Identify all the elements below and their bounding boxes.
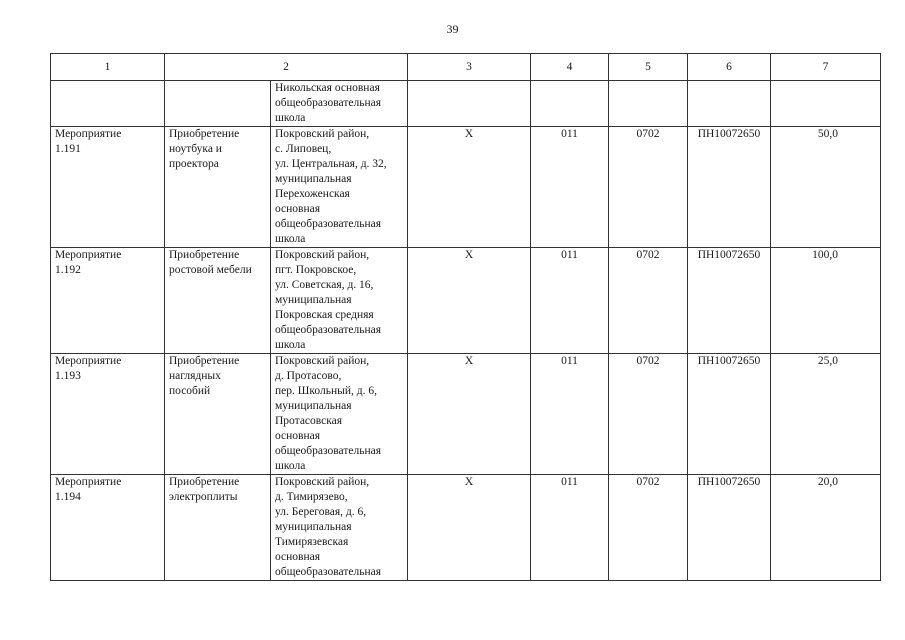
table-row-continuation (51, 81, 881, 127)
cell-col7: 25,0 (771, 354, 881, 475)
cell-col6: ПН10072650 (688, 127, 771, 248)
header-col-7: 7 (771, 54, 881, 81)
budget-table (50, 53, 881, 581)
cell-item: Приобретение электроплиты (165, 475, 271, 581)
cell-col3: Х (408, 354, 531, 475)
table-row (51, 127, 881, 248)
cell-col4: 011 (531, 475, 609, 581)
cell-col5: 0702 (609, 475, 688, 581)
cell-event: Мероприятие 1.191 (51, 127, 165, 248)
cell-col3 (408, 81, 531, 127)
cell-col3: Х (408, 248, 531, 354)
header-col-6: 6 (688, 54, 771, 81)
table-row (51, 354, 881, 475)
header-col-5: 5 (609, 54, 688, 81)
cell-col4: 011 (531, 127, 609, 248)
cell-item: Приобретение наглядных пособий (165, 354, 271, 475)
cell-col3: Х (408, 475, 531, 581)
cell-event: Мероприятие 1.192 (51, 248, 165, 354)
cell-col6: ПН10072650 (688, 475, 771, 581)
cell-event (51, 81, 165, 127)
cell-item (165, 81, 271, 127)
header-col-3: 3 (408, 54, 531, 81)
cell-col6: ПН10072650 (688, 248, 771, 354)
header-col-1: 1 (51, 54, 165, 81)
header-col-4: 4 (531, 54, 609, 81)
table-row (51, 475, 881, 581)
cell-item: Приобретение ростовой мебели (165, 248, 271, 354)
cell-col5: 0702 (609, 354, 688, 475)
cell-col3: Х (408, 127, 531, 248)
page-number: 39 (446, 22, 459, 36)
cell-col6 (688, 81, 771, 127)
cell-col7 (771, 81, 881, 127)
cell-col7: 100,0 (771, 248, 881, 354)
cell-col5 (609, 81, 688, 127)
cell-col7: 20,0 (771, 475, 881, 581)
cell-event: Мероприятие 1.194 (51, 475, 165, 581)
cell-col4: 011 (531, 248, 609, 354)
cell-event: Мероприятие 1.193 (51, 354, 165, 475)
table-row (51, 248, 881, 354)
cell-address: Покровский район, д. Протасово, пер. Школьный, д. 6, муниципальная Протасовская основная общеобразовательная школа (271, 354, 408, 475)
header-col-2: 2 (165, 54, 408, 81)
cell-col4: 011 (531, 354, 609, 475)
cell-col5: 0702 (609, 127, 688, 248)
table-header-row (51, 54, 881, 81)
cell-address: Никольская основная общеобразовательная школа (271, 81, 408, 127)
cell-col6: ПН10072650 (688, 354, 771, 475)
cell-col5: 0702 (609, 248, 688, 354)
cell-address: Покровский район, пгт. Покровское, ул. Советская, д. 16, муниципальная Покровская средняя общеобразовательная школа (271, 248, 408, 354)
cell-address: Покровский район, д. Тимирязево, ул. Береговая, д. 6, муниципальная Тимирязевская основная общеобразовательная (271, 475, 408, 581)
cell-address: Покровский район, с. Липовец, ул. Центральная, д. 32, муниципальная Перехоженская основная общеобразовательная школа (271, 127, 408, 248)
cell-item: Приобретение ноутбука и проектора (165, 127, 271, 248)
cell-col7: 50,0 (771, 127, 881, 248)
cell-col4 (531, 81, 609, 127)
